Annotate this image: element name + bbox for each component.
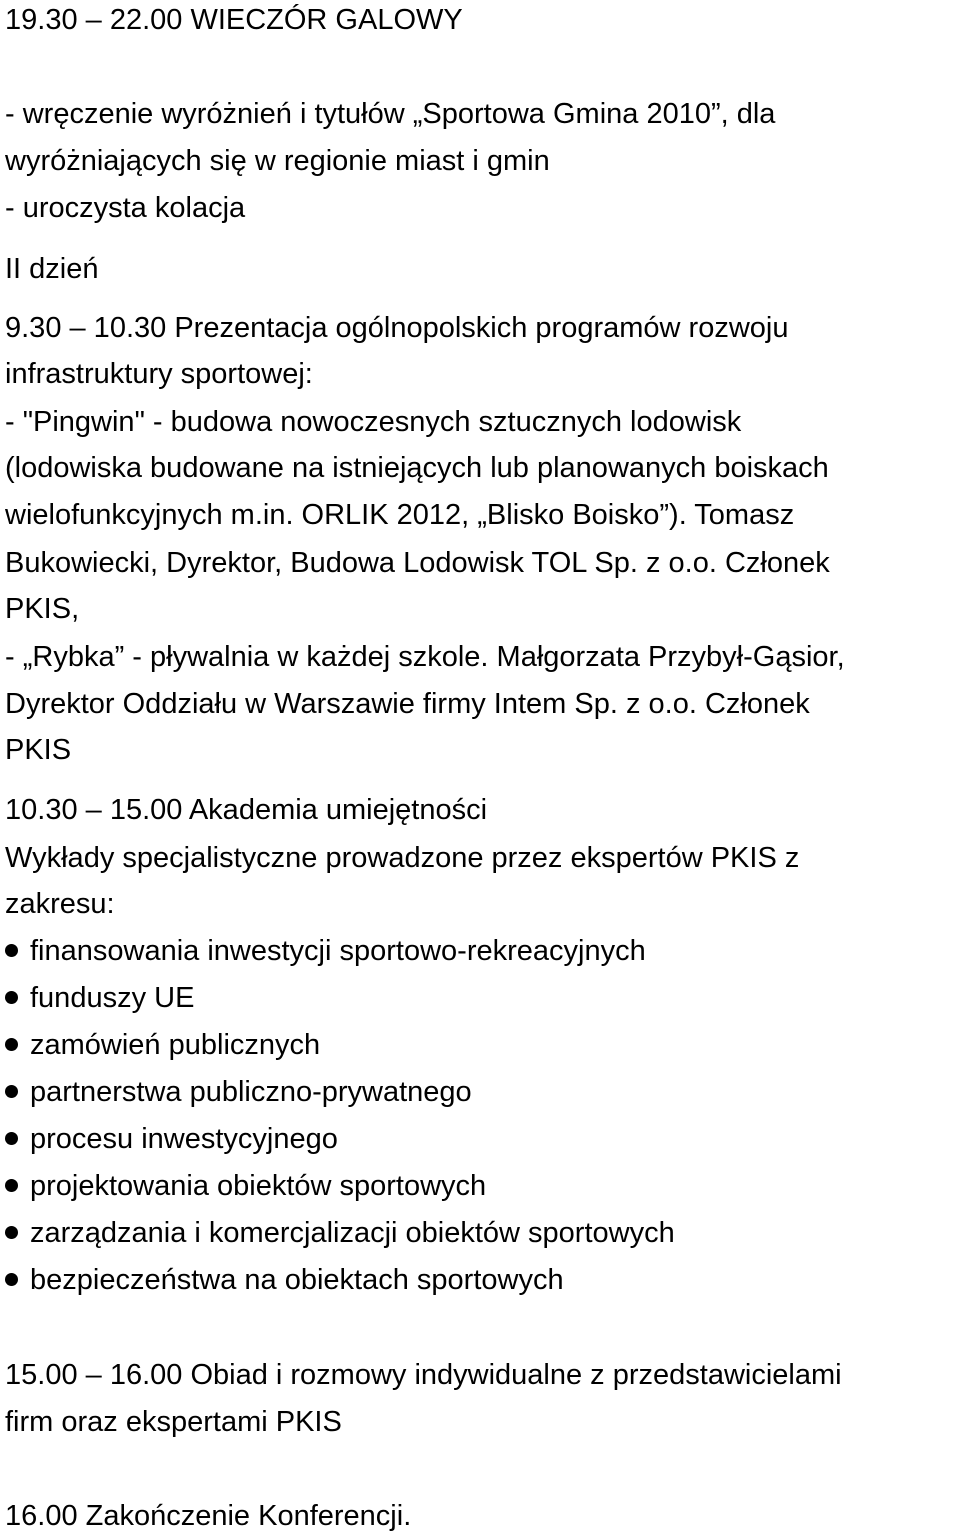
session1-line-4: (lodowiska budowane na istniejących lub planowanych boiskach	[5, 452, 829, 484]
bullet-text: procesu inwestycyjnego	[30, 1123, 338, 1155]
gala-line-1: - wręczenie wyróżnień i tytułów „Sportowa Gmina 2010”, dla	[5, 98, 776, 130]
session1-line-7: PKIS,	[5, 593, 80, 625]
gala-heading: 19.30 – 22.00 WIECZÓR GALOWY	[5, 4, 463, 36]
session1-line-5: wielofunkcyjnych m.in. ORLIK 2012, „Blisko Boisko”). Tomasz	[5, 499, 795, 531]
closing-label: 16.00 Zakończenie Konferencji.	[5, 1500, 412, 1532]
bullet-dot-icon	[5, 1085, 18, 1098]
bullet-dot-icon	[5, 991, 18, 1004]
bullet-dot-icon	[5, 944, 18, 957]
session1-line-3: - "Pingwin" - budowa nowoczesnych sztucznych lodowisk	[5, 406, 742, 438]
session3-line-2: firm oraz ekspertami PKIS	[5, 1406, 342, 1438]
session1-line-8: - „Rybka” - pływalnia w każdej szkole. Małgorzata Przybył-Gąsior,	[5, 641, 845, 673]
bullet-item	[5, 1168, 486, 1204]
bullet-item	[5, 980, 194, 1016]
bullet-text: bezpieczeństwa na obiektach sportowych	[30, 1264, 564, 1296]
bullet-text: projektowania obiektów sportowych	[30, 1170, 487, 1202]
gala-line-2: wyróżniających się w regionie miast i gmin	[5, 145, 550, 177]
session2-line-2: Wykłady specjalistyczne prowadzone przez ekspertów PKIS z	[5, 842, 800, 874]
session1-line-6: Bukowiecki, Dyrektor, Budowa Lodowisk TOL Sp. z o.o. Członek	[5, 547, 830, 579]
bullet-dot-icon	[5, 1273, 18, 1286]
bullet-item	[5, 1262, 564, 1298]
session1-line-2: infrastruktury sportowej:	[5, 358, 313, 390]
bullet-dot-icon	[5, 1179, 18, 1192]
gala-line-3: - uroczysta kolacja	[5, 192, 246, 224]
bullet-text: zarządzania i komercjalizacji obiektów sportowych	[30, 1217, 675, 1249]
bullet-item	[5, 1121, 338, 1157]
session2-line-3: zakresu:	[5, 888, 115, 920]
day2-label: II dzień	[5, 253, 99, 285]
session2-line-1: 10.30 – 15.00 Akademia umiejętności	[5, 794, 488, 826]
bullet-dot-icon	[5, 1038, 18, 1051]
bullet-dot-icon	[5, 1226, 18, 1239]
session1-line-1: 9.30 – 10.30 Prezentacja ogólnopolskich programów rozwoju	[5, 312, 789, 344]
session1-line-10: PKIS	[5, 734, 72, 766]
bullet-item	[5, 1215, 675, 1251]
bullet-text: finansowania inwestycji sportowo-rekreacyjnych	[30, 935, 646, 967]
bullet-item	[5, 1027, 320, 1063]
bullet-text: partnerstwa publiczno-prywatnego	[30, 1076, 472, 1108]
bullet-item	[5, 1074, 472, 1110]
bullet-text: zamówień publicznych	[30, 1029, 321, 1061]
bullet-text: funduszy UE	[30, 982, 195, 1014]
bullet-item	[5, 933, 646, 969]
bullet-dot-icon	[5, 1132, 18, 1145]
session1-line-9: Dyrektor Oddziału w Warszawie firmy Intem Sp. z o.o. Członek	[5, 688, 810, 720]
session3-line-1: 15.00 – 16.00 Obiad i rozmowy indywidualne z przedstawicielami	[5, 1359, 842, 1391]
